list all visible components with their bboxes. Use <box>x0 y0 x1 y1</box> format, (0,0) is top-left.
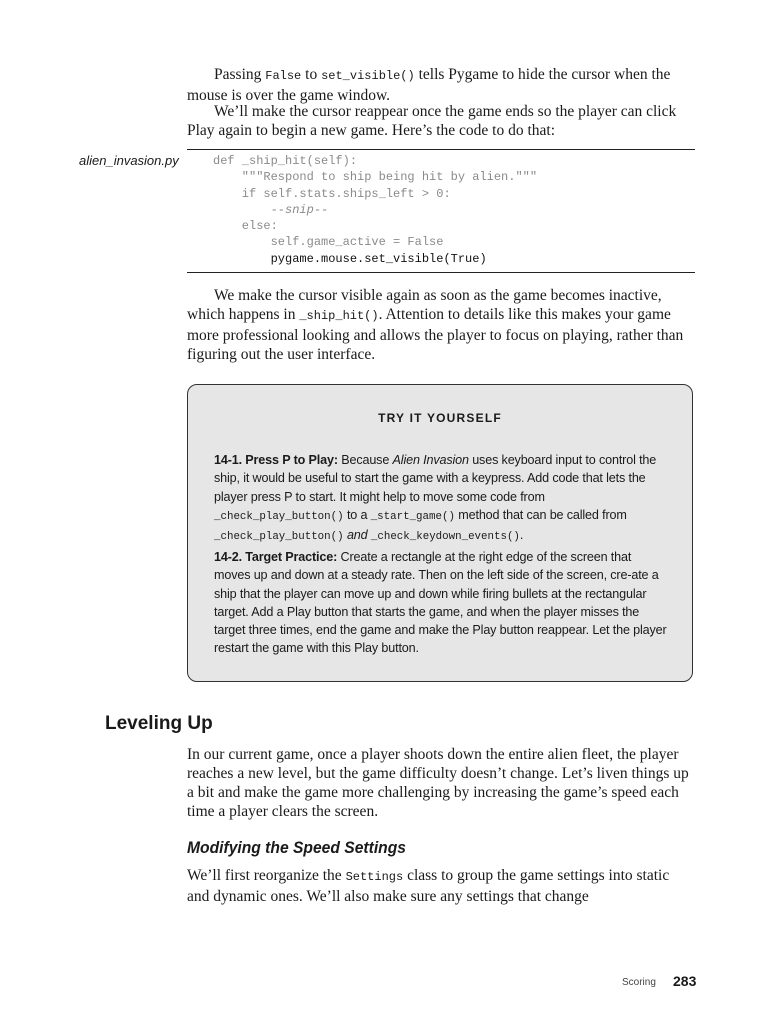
exercise-label: 14-1. Press P to Play: <box>214 453 338 467</box>
inline-code: Settings <box>345 870 404 884</box>
inline-code: _check_play_button() <box>214 531 344 544</box>
code-line: self.game_active = False <box>213 235 444 250</box>
page-number: 283 <box>673 973 697 989</box>
inline-code: _check_keydown_events() <box>370 531 520 544</box>
exercise-14-1: 14-1. Press P to Play: Because Alien Invasion uses keyboard input to control the ship, it would be useful to start the game with a keypress. Add code that lets the player press P to start. It might help to move some code from _check_play_button() to a _start_game() method that can be called from _check_play_button() and _check_keydown_events(). <box>214 453 657 544</box>
inline-code: set_visible() <box>321 69 415 83</box>
try-it-yourself-box <box>187 384 693 682</box>
code-line: if self.stats.ships_left > 0: <box>213 186 451 201</box>
code-line: else: <box>213 219 278 234</box>
inline-code: _start_game() <box>370 510 455 523</box>
code-filename-label: alien_invasion.py <box>79 153 179 168</box>
exercise-label: 14-2. Target Practice: <box>214 550 338 564</box>
paragraph-cursor-hide: Passing False to set_visible() tells Pygame to hide the cursor when the mouse is over the game window. <box>187 66 671 104</box>
try-it-yourself-title: TRY IT YOURSELF <box>378 411 502 425</box>
code-bottom-rule <box>187 272 695 273</box>
inline-code: _ship_hit() <box>299 309 379 323</box>
code-listing <box>213 153 537 267</box>
subsection-heading: Modifying the Speed Settings <box>187 838 406 857</box>
code-line: def _ship_hit(self): <box>213 154 358 168</box>
code-top-rule <box>187 149 695 150</box>
section-heading: Leveling Up <box>105 713 213 734</box>
exercise-14-2: 14-2. Target Practice: Create a rectangle at the right edge of the screen that moves up and down at a steady rate. Then on the left side of the screen, cre-ate a ship that the player can move up and down while firing bullets at the rectangular target. Add a Play button that starts the game, and when the player misses the target three times, end the game and make the Play button reappear. Let the player restart the game with this Play button. <box>214 550 667 656</box>
inline-code: False <box>265 69 302 83</box>
paragraph-leveling-up: In our current game, once a player shoots down the entire alien fleet, the player reaches a new level, but the game difficulty doesn’t change. Let’s liven things up a bit and make the game more challenging by increasing the game’s speed each time a player clears the screen. <box>187 746 689 820</box>
code-line: """Respond to ship being hit by alien.""" <box>213 170 538 185</box>
paragraph-speed-settings: We’ll first reorganize the Settings class to group the game settings into static and dynamic ones. We’ll also make sure any settings that change <box>187 867 670 905</box>
paragraph-cursor-reappear: We’ll make the cursor reappear once the game ends so the player can click Play again to begin a new game. Here’s the code to do that: <box>187 103 677 139</box>
paragraph-cursor-visible: We make the cursor visible again as soon as the game becomes inactive, which happens in _ship_hit(). Attention to details like this makes your game more professional looking and allows the player to focus on playing, rather than figuring out the user interface. <box>187 287 684 363</box>
inline-code: _check_play_button() <box>214 510 344 523</box>
footer-section-title: Scoring <box>622 977 656 988</box>
code-line: --snip-- <box>270 202 329 217</box>
code-line-highlighted: pygame.mouse.set_visible(True) <box>213 251 487 266</box>
